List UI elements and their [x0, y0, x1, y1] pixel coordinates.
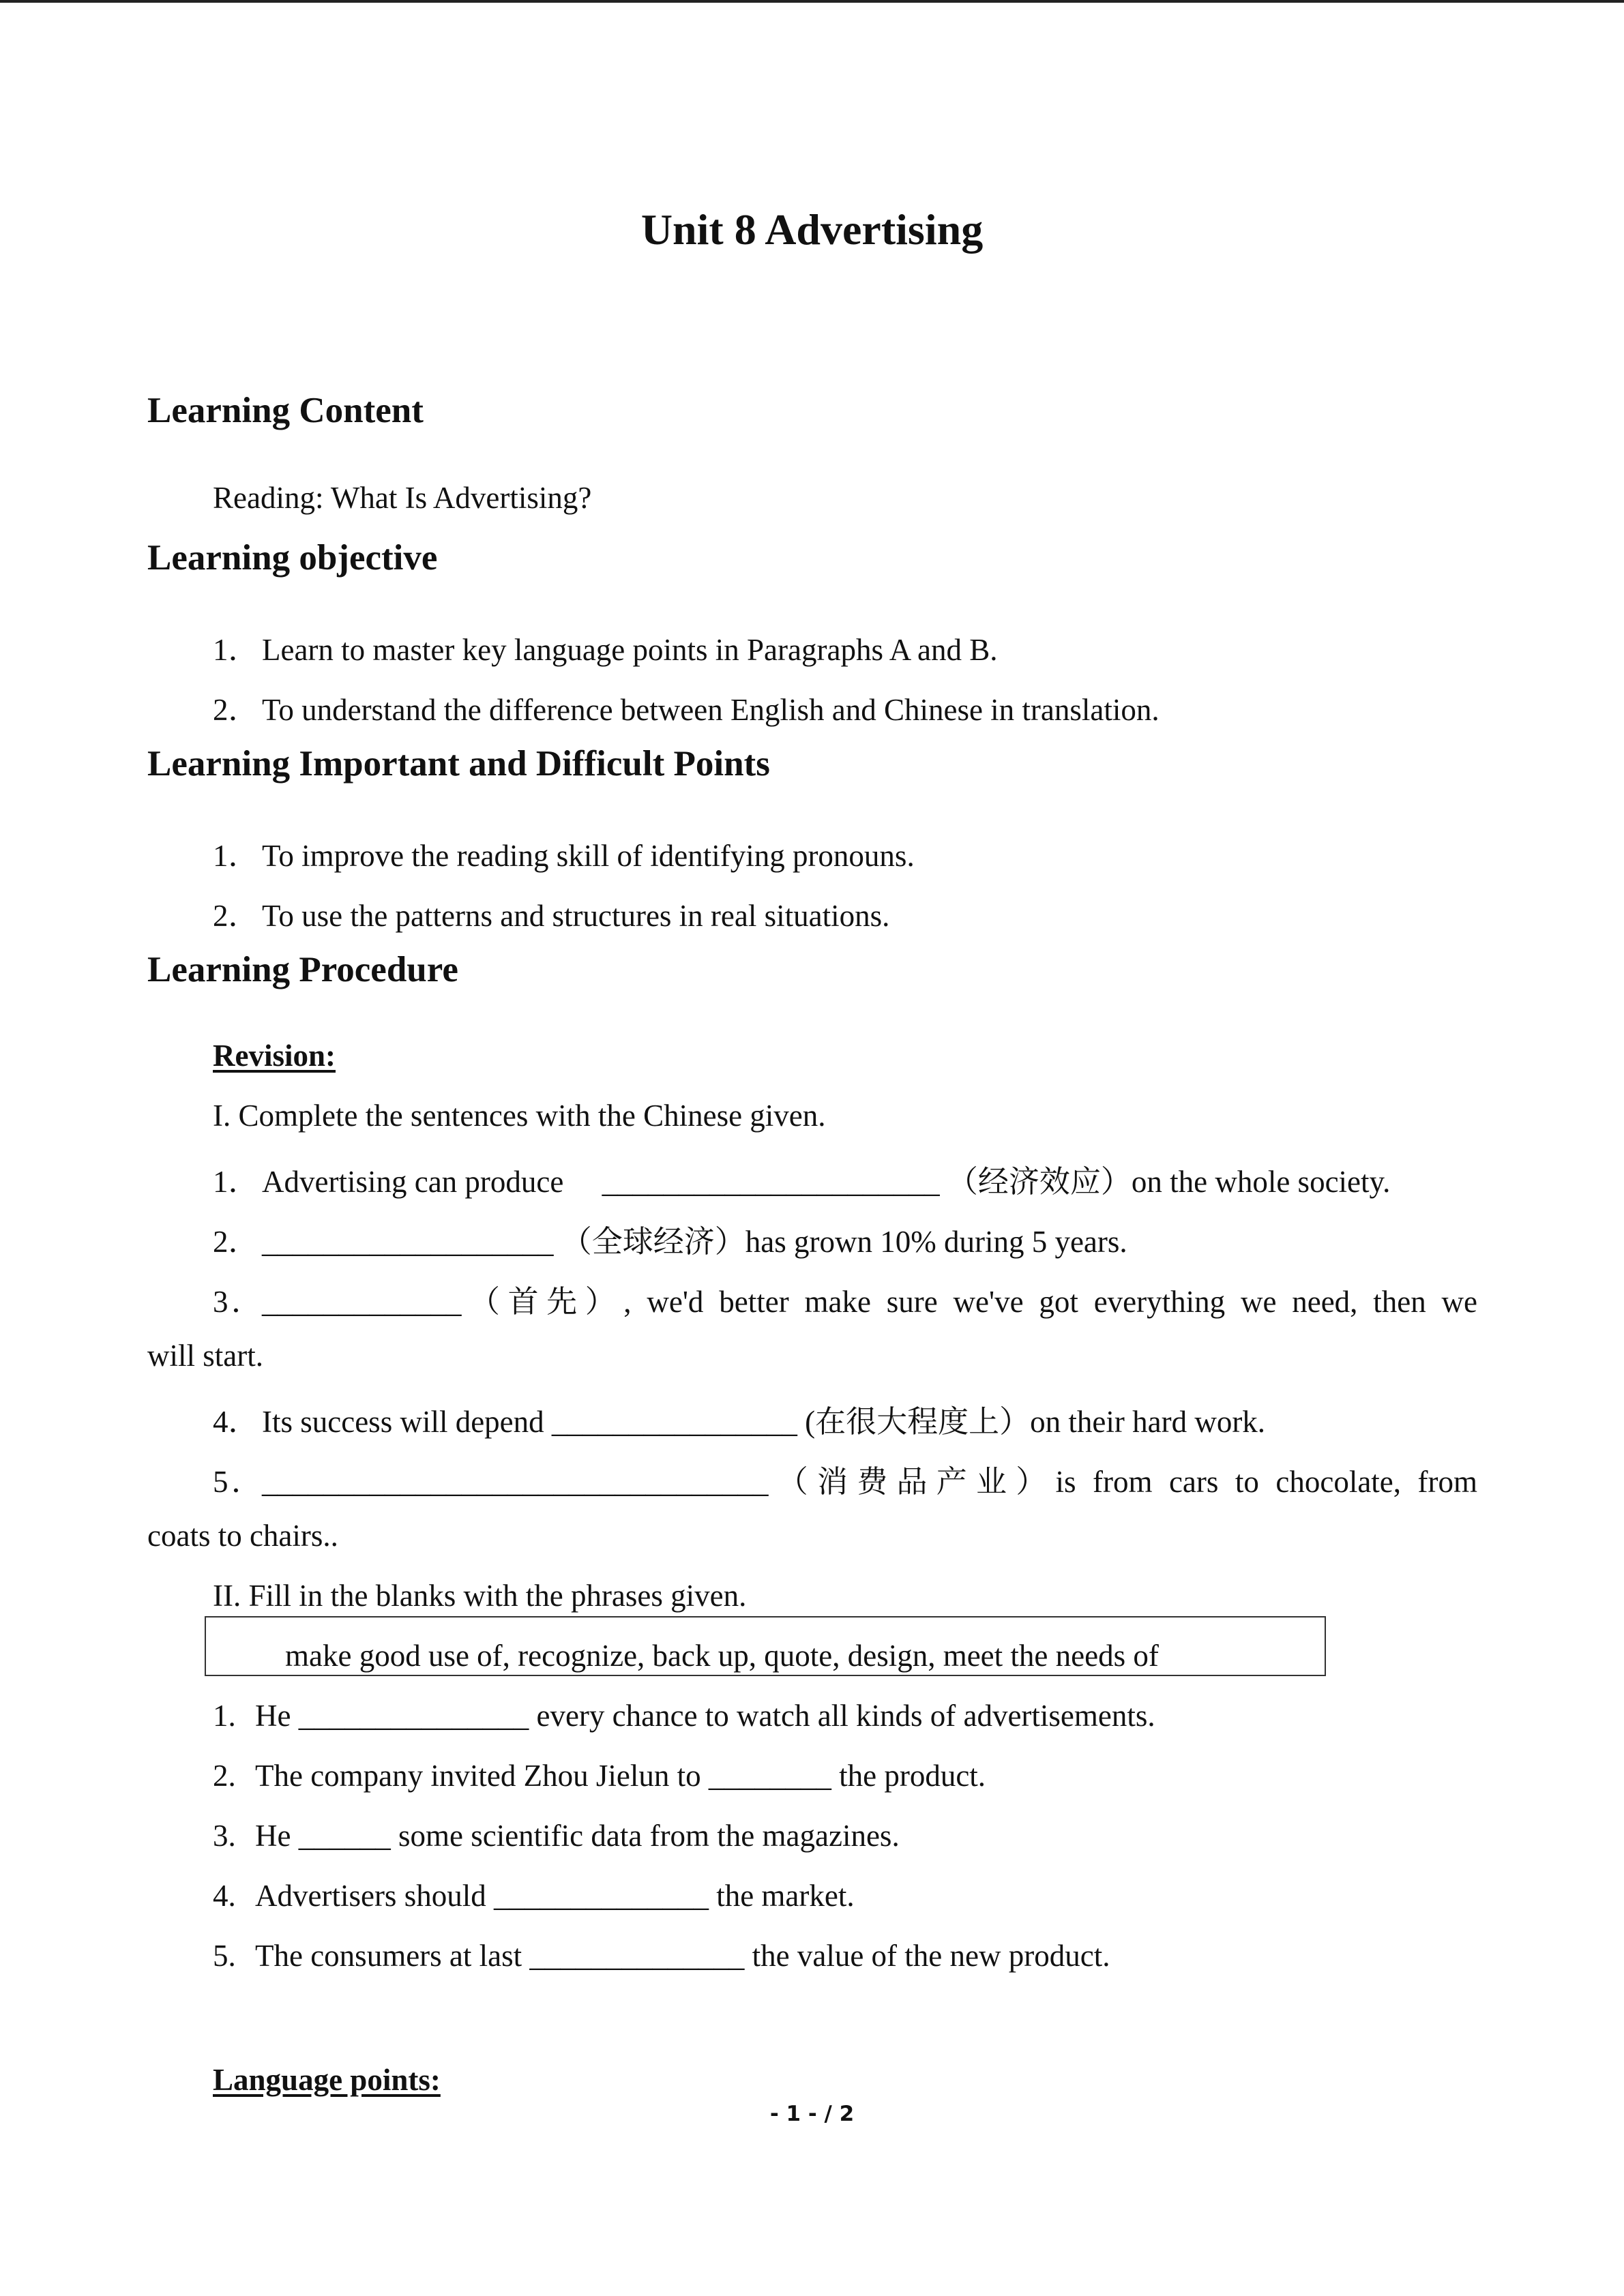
fill-blank-item [213, 1938, 1110, 1973]
item-text: To understand the difference between English and Chinese in translation. [262, 693, 1160, 727]
item-number: 2． [213, 899, 259, 933]
item-text: _________________________________（消费品产业）is from cars to chocolate, from [262, 1465, 1477, 1499]
exercise-item [213, 1457, 1477, 1501]
item-text: Advertising can produce ______________________ （经济效应）on the whole society. [262, 1165, 1391, 1199]
points-item [213, 891, 889, 935]
item-number: 3． [213, 1285, 262, 1319]
exercise-item [213, 1157, 1390, 1201]
item-number: 5. [213, 1939, 236, 1973]
fill-blank-item [213, 1698, 1155, 1733]
item-text: Advertisers should ______________ the market. [255, 1879, 855, 1913]
phrase-box-text: make good use of, recognize, back up, quote, design, meet the needs of [285, 1639, 1159, 1673]
item-number: 4． [213, 1405, 259, 1439]
part1-instruction: I. Complete the sentences with the Chinese given. [213, 1099, 826, 1133]
item-number: 3. [213, 1819, 236, 1853]
item-text: ___________________ （全球经济）has grown 10% during 5 years. [262, 1225, 1127, 1259]
item-number: 4. [213, 1879, 236, 1913]
objective-item [213, 685, 1160, 729]
item-text: To use the patterns and structures in real situations. [262, 899, 890, 933]
objective-item [213, 625, 997, 669]
exercise-item-continuation: will start. [147, 1339, 263, 1373]
item-text: The company invited Zhou Jielun to ________ the product. [255, 1759, 986, 1793]
heading-important-points: Learning Important and Difficult Points [147, 744, 770, 784]
page-title: Unit 8 Advertising [640, 205, 984, 254]
exercise-item-continuation: coats to chairs.. [147, 1519, 338, 1553]
item-number: 2. [213, 1759, 236, 1793]
exercise-item [213, 1277, 1477, 1321]
item-number: 2． [213, 1225, 259, 1259]
item-text: He ______ some scientific data from the magazines. [255, 1819, 900, 1853]
page-number: - 1 - / 2 [769, 2102, 855, 2126]
item-number: 1． [213, 633, 259, 667]
item-number: 2． [213, 693, 259, 727]
item-text: Learn to master key language points in Paragraphs A and B. [262, 633, 998, 667]
revision-label: Revision: [213, 1039, 336, 1073]
part2-instruction: II. Fill in the blanks with the phrases given. [213, 1579, 747, 1613]
exercise-item [213, 1217, 1127, 1261]
item-number: 1． [213, 839, 259, 873]
item-text: Its success will depend ________________ (在很大程度上）on their hard work. [262, 1405, 1266, 1439]
fill-blank-item [213, 1818, 900, 1853]
reading-title: Reading: What Is Advertising? [213, 481, 592, 515]
item-text: The consumers at last ______________ the value of the new product. [255, 1939, 1110, 1973]
item-number: 1． [213, 1165, 259, 1199]
fill-blank-item [213, 1758, 986, 1793]
item-text: _____________（首先）, we'd better make sure we've got everything we need, then we [262, 1285, 1477, 1319]
points-item [213, 831, 915, 875]
fill-blank-item [213, 1878, 855, 1913]
item-text: He _______________ every chance to watch all kinds of advertisements. [255, 1699, 1155, 1733]
item-number: 5． [213, 1465, 262, 1499]
heading-learning-procedure: Learning Procedure [147, 950, 458, 989]
heading-learning-objective: Learning objective [147, 538, 438, 578]
heading-learning-content: Learning Content [147, 391, 424, 430]
language-points-label: Language points: [213, 2063, 441, 2097]
top-border [0, 0, 1624, 3]
exercise-item [213, 1397, 1265, 1441]
item-text: To improve the reading skill of identifying pronouns. [262, 839, 915, 873]
item-number: 1. [213, 1699, 236, 1733]
